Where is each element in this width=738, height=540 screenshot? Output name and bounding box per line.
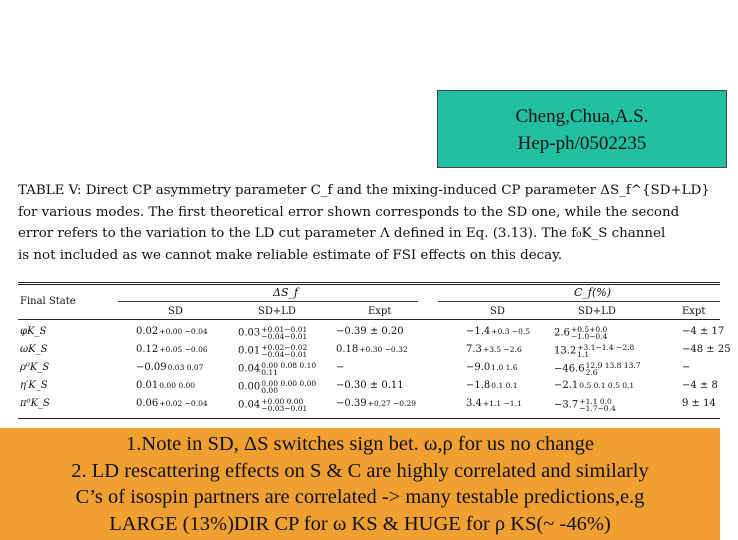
table-caption bbox=[18, 180, 738, 266]
group-header-cf: C_f(%) bbox=[574, 286, 612, 299]
cell-error: +3.1−1.4 −2.8 1.1 bbox=[577, 343, 635, 359]
cell-error: +0.00 −0.04 bbox=[159, 327, 208, 336]
table-cell bbox=[238, 362, 323, 376]
cell-error: +0.02 −0.04 bbox=[159, 399, 208, 408]
table-cell bbox=[554, 326, 633, 340]
cell-value: 13.2 bbox=[554, 345, 577, 357]
cell-error: +0.30 −0.32 bbox=[359, 345, 408, 354]
table-cell bbox=[136, 362, 203, 373]
table-cell bbox=[682, 344, 731, 355]
table-cell bbox=[238, 326, 323, 340]
note-line: LARGE (13%)DIR CP for ω KS & HUGE for ρ KS(~ -46%) bbox=[109, 512, 611, 535]
caption-line: error refers to the variation to the LD cut parameter Λ defined in Eq. (3.13). The f₀K_S channel bbox=[18, 226, 666, 242]
table-cell bbox=[336, 326, 404, 337]
table-cell bbox=[682, 380, 718, 391]
cell-error: +3.5 −2.6 bbox=[482, 345, 522, 354]
table-cell bbox=[20, 398, 50, 409]
cell-error: +0.5+0.0 −1.0−0.4 bbox=[570, 325, 608, 341]
cell-value: −2.1 bbox=[554, 380, 579, 391]
cell-value: 0.04 bbox=[238, 363, 261, 375]
table-cell bbox=[336, 398, 416, 409]
table-cell bbox=[20, 380, 48, 391]
table-cell bbox=[238, 344, 323, 358]
header-rule bbox=[18, 319, 720, 320]
cell-value: 0.02 bbox=[136, 326, 159, 337]
table-top-rule bbox=[18, 282, 720, 283]
cell-value: −46.6 bbox=[554, 363, 585, 375]
cell-error: +0.27 −0.29 bbox=[367, 399, 417, 408]
reference-authors: Cheng,Chua,A.S. bbox=[515, 106, 649, 127]
cell-error: 0.00 0.00 0.00 0.00 bbox=[261, 379, 317, 395]
cell-value: η′K_S bbox=[20, 380, 48, 391]
table-bottom-rule bbox=[18, 418, 720, 419]
cell-error: +1.1 −1.1 bbox=[482, 399, 522, 408]
table-cell bbox=[238, 380, 323, 394]
cell-value: ωK_S bbox=[20, 344, 48, 355]
table-cell bbox=[336, 380, 404, 391]
cell-value: −48 ± 25 bbox=[682, 344, 731, 355]
caption-line: for various modes. The first theoretical error shown corresponds to the SD one, while the second bbox=[18, 204, 680, 220]
cell-value: −1.4 bbox=[466, 326, 491, 337]
table-cell bbox=[682, 398, 716, 409]
cell-error: 0.1 0.1 bbox=[491, 381, 518, 390]
table-cell bbox=[20, 326, 46, 337]
cell-error: 0.00 0.08 0.10 0.11 bbox=[261, 361, 317, 377]
table-cell bbox=[554, 344, 639, 358]
caption-line: TABLE V: Direct CP asymmetry parameter C_f and the mixing-induced CP parameter ΔS_f^{SD+LD} bbox=[18, 183, 710, 198]
table-cell bbox=[466, 398, 522, 409]
table-cell bbox=[554, 380, 634, 391]
cell-value: 9 ± 14 bbox=[682, 398, 716, 409]
cell-value: 0.06 bbox=[136, 398, 159, 409]
cell-value: π⁰K_S bbox=[20, 398, 50, 409]
caption-line: is not included as we cannot make reliable estimate of FSI effects on this decay. bbox=[18, 247, 563, 263]
table-cell bbox=[554, 362, 648, 376]
col-header: SD bbox=[490, 306, 505, 317]
cell-value: ρ⁰K_S bbox=[20, 362, 50, 373]
notes-box bbox=[0, 428, 720, 540]
table-cell bbox=[20, 362, 49, 373]
cell-value: 0.12 bbox=[136, 344, 159, 355]
cell-value: 3.4 bbox=[466, 398, 482, 409]
cell-error: +0.01−0.01 −0.04−0.01 bbox=[261, 325, 308, 341]
reference-id: Hep-ph/0502235 bbox=[517, 133, 647, 154]
cell-value: − bbox=[682, 362, 691, 373]
cell-value: 7.3 bbox=[466, 344, 482, 355]
cell-value: −0.09 bbox=[136, 362, 167, 373]
col-header: Expt bbox=[682, 306, 706, 317]
group-header-delta-s: ΔS_f bbox=[273, 286, 299, 299]
group-rule bbox=[118, 301, 418, 302]
cell-error: 12.9 13.8 13.7 2.6 bbox=[585, 361, 641, 377]
table-cell bbox=[136, 380, 195, 391]
table-cell bbox=[336, 344, 408, 355]
cell-value: −0.39 bbox=[336, 398, 367, 409]
cell-value: −9.0 bbox=[466, 362, 491, 373]
col-header: Expt bbox=[368, 306, 392, 317]
cell-value: 2.6 bbox=[554, 327, 570, 339]
table-cell bbox=[336, 362, 344, 373]
table-cell bbox=[466, 344, 522, 355]
table-cell bbox=[466, 326, 530, 337]
table-cell bbox=[466, 362, 518, 373]
cell-value: 0.03 bbox=[238, 327, 261, 339]
cell-error: 1.0 1.6 bbox=[491, 363, 518, 372]
cell-value: −0.39 ± 0.20 bbox=[336, 326, 404, 337]
cell-value: −3.7 bbox=[554, 399, 579, 411]
table-cell bbox=[238, 398, 323, 412]
cell-error: +0.05 −0.06 bbox=[159, 345, 208, 354]
table-cell bbox=[466, 380, 518, 391]
cell-value: −1.8 bbox=[466, 380, 491, 391]
cell-value: 0.04 bbox=[238, 399, 261, 411]
table-cell bbox=[20, 344, 47, 355]
table-cell bbox=[136, 344, 208, 355]
table-cell bbox=[554, 398, 641, 412]
table-top-rule-2 bbox=[18, 284, 720, 285]
col-header: Final State bbox=[20, 296, 76, 307]
cell-error: +0.02−0.02 −0.04−0.01 bbox=[261, 343, 308, 359]
cell-error: 0.00 0.00 bbox=[159, 381, 196, 390]
cell-error: 0.03 0.07 bbox=[167, 363, 204, 372]
cell-value: 0.01 bbox=[136, 380, 159, 391]
reference-box bbox=[437, 90, 727, 168]
cell-value: 0.00 bbox=[238, 381, 261, 393]
note-line: C’s of isospin partners are correlated -> many testable predictions,e.g bbox=[75, 486, 645, 508]
note-line: 2. LD rescattering effects on S & C are highly correlated and similarly bbox=[71, 459, 649, 482]
cell-error: +0.3 −0.5 bbox=[491, 327, 531, 336]
table-cell bbox=[682, 362, 690, 373]
cell-error: +1.1 0.0 −1.7−0.4 bbox=[579, 397, 616, 413]
col-header: SD+LD bbox=[258, 306, 296, 317]
table-cell bbox=[136, 398, 208, 409]
cell-value: −4 ± 17 bbox=[682, 326, 725, 337]
col-header: SD+LD bbox=[578, 306, 616, 317]
note-line: 1.Note in SD, ΔS switches sign bet. ω,ρ for us no change bbox=[126, 433, 594, 455]
cell-value: 0.18 bbox=[336, 344, 359, 355]
cell-value: −0.30 ± 0.11 bbox=[336, 380, 404, 391]
cell-value: − bbox=[336, 362, 345, 373]
cell-value: φK_S bbox=[20, 326, 47, 337]
cell-value: 0.01 bbox=[238, 345, 261, 357]
cell-error: +0.00 0.00 −0.03−0.01 bbox=[261, 397, 308, 413]
cell-value: −4 ± 8 bbox=[682, 380, 718, 391]
cell-error: 0.5 0.1 0.5 0.1 bbox=[579, 381, 635, 390]
col-header: SD bbox=[168, 306, 183, 317]
group-rule bbox=[438, 301, 720, 302]
table-cell bbox=[682, 326, 724, 337]
table-cell bbox=[136, 326, 208, 337]
